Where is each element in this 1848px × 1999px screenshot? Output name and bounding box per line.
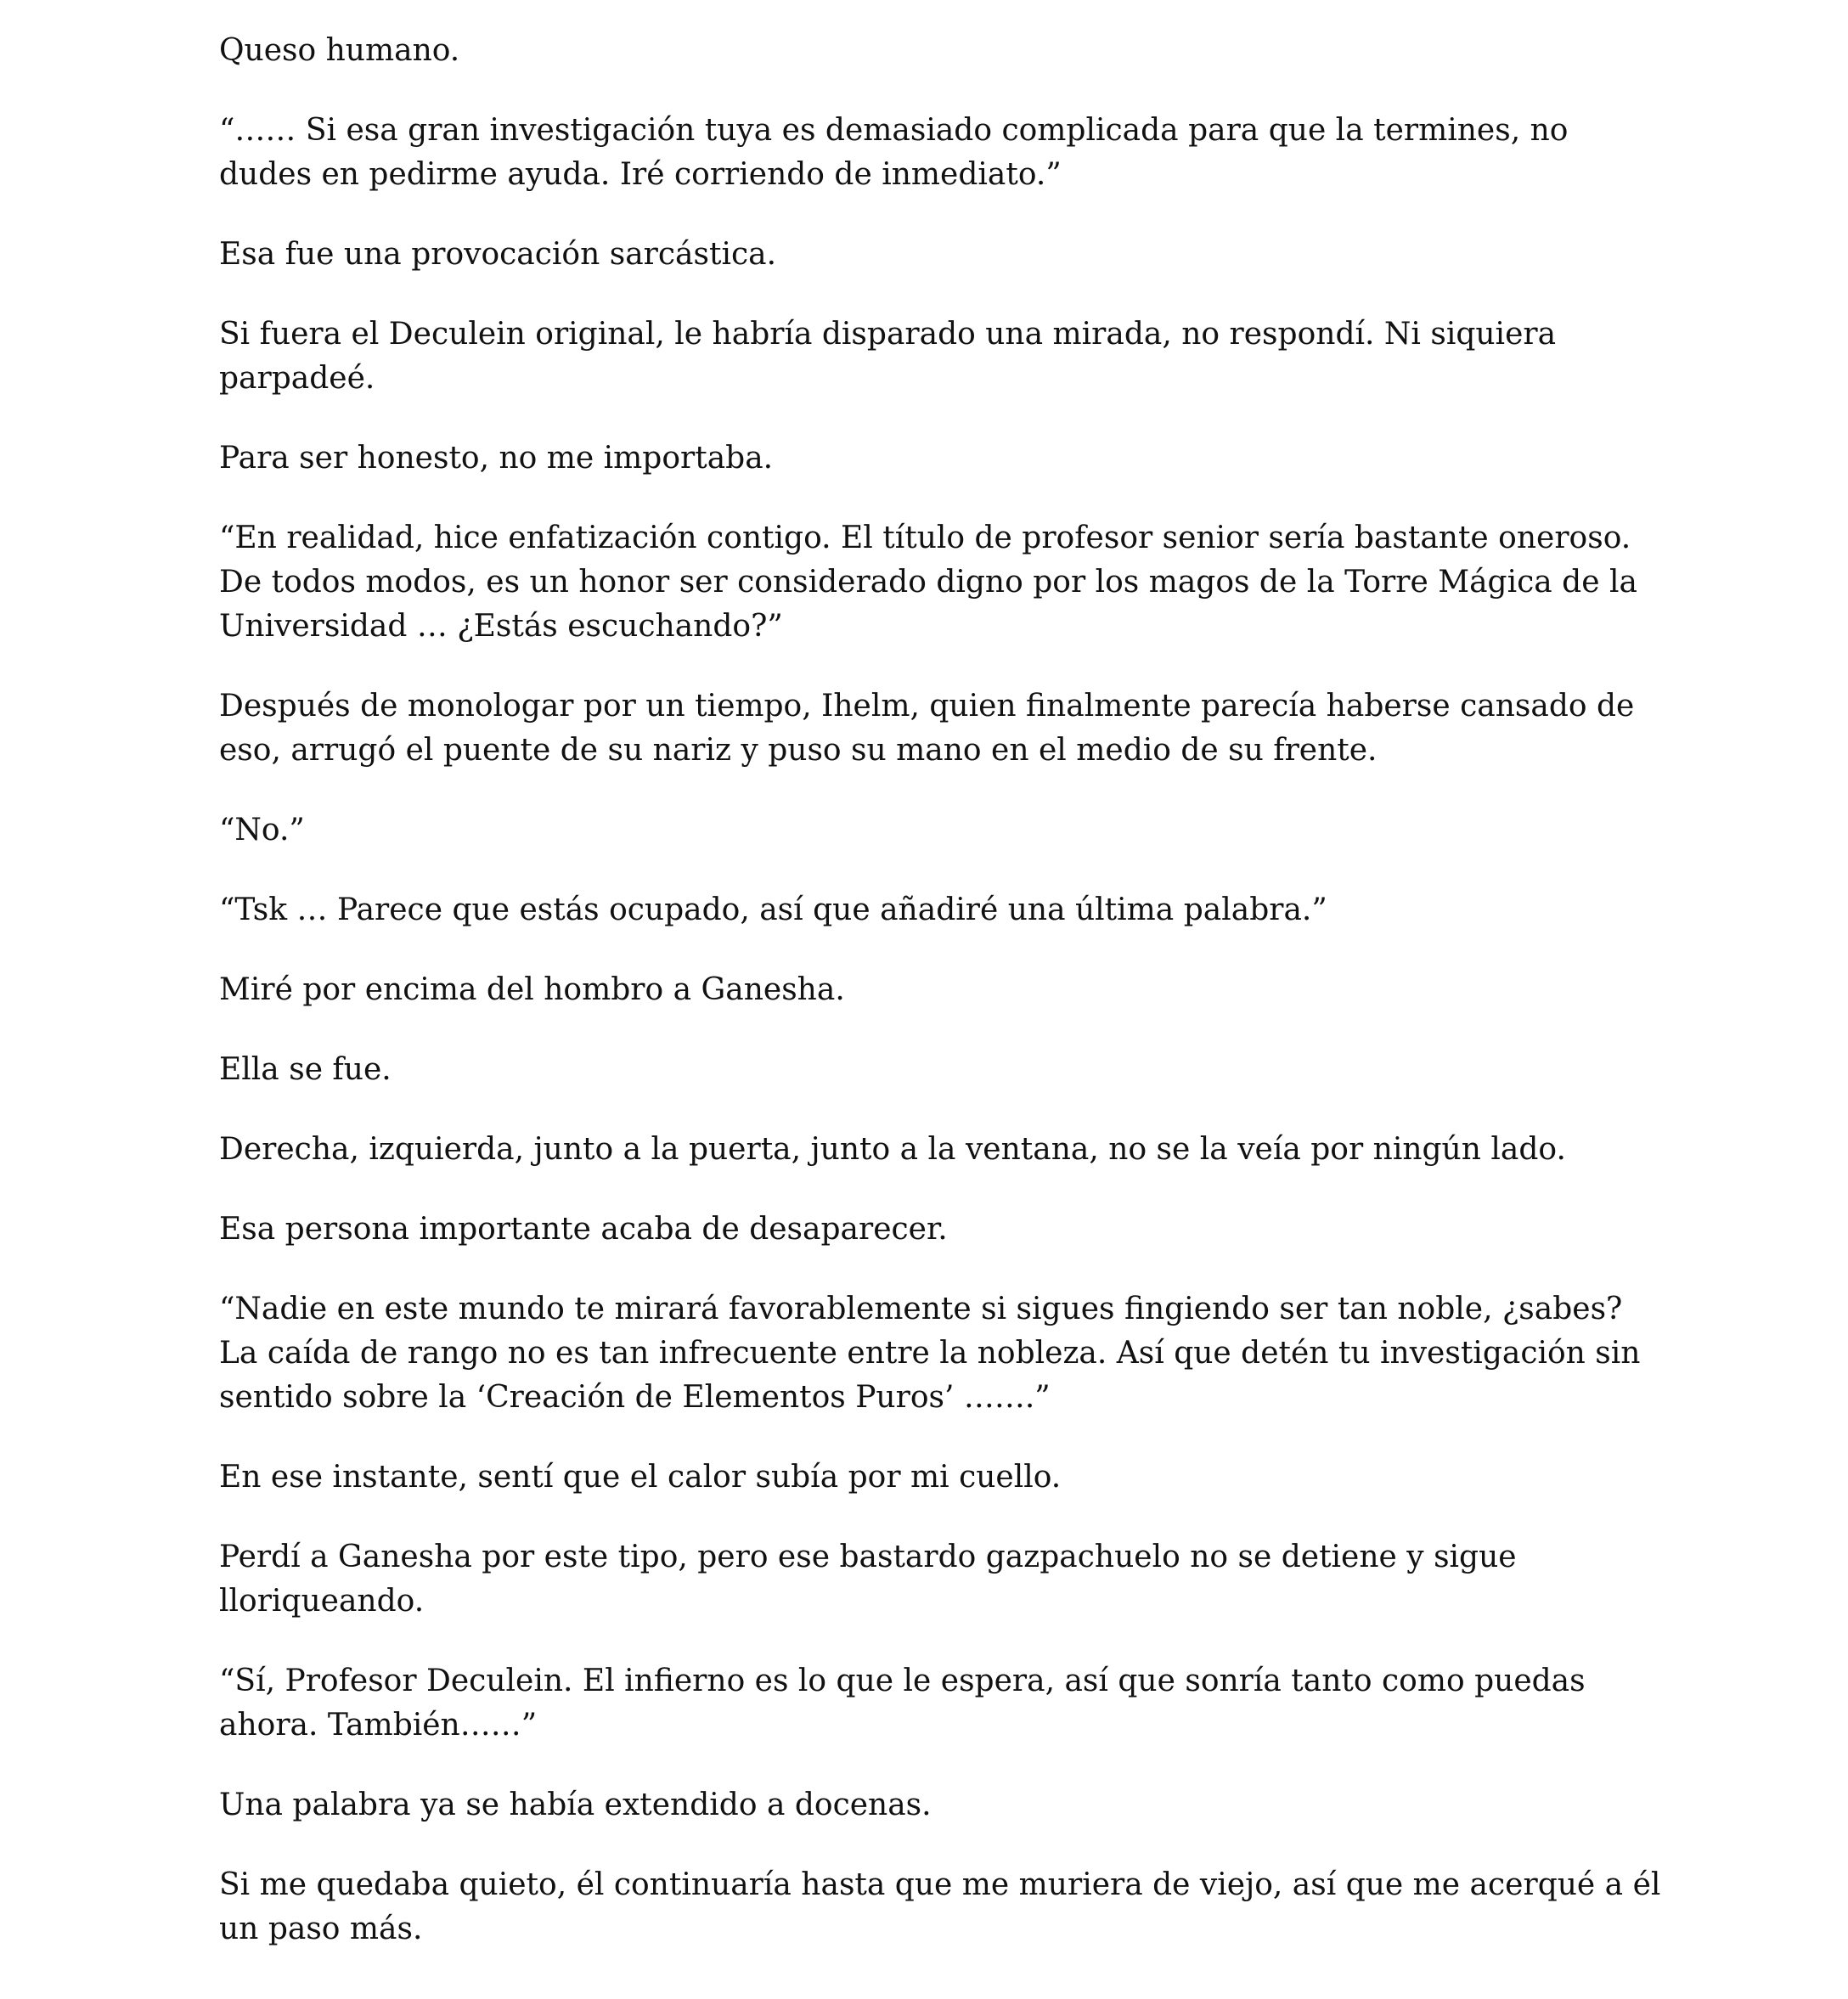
text-line: “…… Si esa gran investigación tuya es demasiado complicada para que la termines, no xyxy=(219,113,1569,148)
paragraph xyxy=(219,968,1654,1012)
text-line: ahora. También……” xyxy=(219,1708,538,1743)
text-line: Para ser honesto, no me importaba. xyxy=(219,441,774,476)
text-line: Miré por encima del hombro a Ganesha. xyxy=(219,972,845,1007)
text-line: Esa fue una provocación sarcástica. xyxy=(219,237,777,272)
text-line: “Tsk … Parece que estás ocupado, así que añadiré una última palabra.” xyxy=(219,893,1327,927)
paragraph xyxy=(219,684,1654,773)
paragraph xyxy=(219,1456,1654,1500)
paragraph xyxy=(219,1659,1654,1748)
text-line: eso, arrugó el puente de su nariz y puso su mano en el medio de su frente. xyxy=(219,733,1378,768)
text-line: Si me quedaba quieto, él continuaría hasta que me muriera de viejo, así que me acerqué a él xyxy=(219,1867,1661,1902)
paragraph xyxy=(219,313,1654,401)
text-line: Ella se fue. xyxy=(219,1052,392,1087)
text-line: sentido sobre la ‘Creación de Elementos Puros’ …….” xyxy=(219,1380,1051,1415)
text-line: Universidad … ¿Estás escuchando?” xyxy=(219,609,783,644)
text-line: parpadeé. xyxy=(219,361,375,396)
paragraph xyxy=(219,1128,1654,1172)
paragraph xyxy=(219,1863,1661,1951)
text-line: La caída de rango no es tan infrecuente entre la nobleza. Así que detén tu investigación sin xyxy=(219,1336,1641,1371)
text-line: un paso más. xyxy=(219,1912,423,1946)
text-line: De todos modos, es un honor ser considerado digno por los magos de la Torre Mágica de la xyxy=(219,565,1637,600)
text-line: Derecha, izquierda, junto a la puerta, junto a la ventana, no se la veía por ningún lado. xyxy=(219,1132,1566,1167)
paragraph xyxy=(219,516,1654,649)
paragraph xyxy=(219,1535,1654,1624)
paragraph xyxy=(219,888,1654,932)
paragraph xyxy=(219,1287,1654,1420)
paragraph xyxy=(219,436,1654,481)
paragraph xyxy=(219,109,1654,197)
text-line: Una palabra ya se había extendido a docenas. xyxy=(219,1788,932,1822)
paragraph xyxy=(219,1048,1654,1092)
text-line: “En realidad, hice enfatización contigo. El título de profesor senior sería bastante oneroso. xyxy=(219,521,1631,555)
text-line: Si fuera el Deculein original, le habría disparado una mirada, no respondí. Ni siquiera xyxy=(219,317,1557,352)
document-page xyxy=(219,29,1661,1987)
text-line: Queso humano. xyxy=(219,33,460,68)
text-line: Después de monologar por un tiempo, Ihelm, quien finalmente parecía haberse cansado de xyxy=(219,689,1635,724)
text-line: Perdí a Ganesha por este tipo, pero ese bastardo gazpachuelo no se detiene y sigue xyxy=(219,1540,1517,1574)
paragraph xyxy=(219,233,1654,277)
paragraph xyxy=(219,1208,1654,1252)
text-line: dudes en pedirme ayuda. Iré corriendo de inmediato.” xyxy=(219,157,1062,192)
paragraph xyxy=(219,29,1654,73)
text-line: Esa persona importante acaba de desaparecer. xyxy=(219,1212,948,1247)
text-line: “Nadie en este mundo te mirará favorablemente si sigues fingiendo ser tan noble, ¿sabes? xyxy=(219,1292,1623,1326)
paragraph xyxy=(219,808,1654,853)
text-line: lloriqueando. xyxy=(219,1584,425,1619)
text-line: “No.” xyxy=(219,813,305,847)
text-line: En ese instante, sentí que el calor subía por mi cuello. xyxy=(219,1460,1062,1495)
text-line: “Sí, Profesor Deculein. El infierno es lo que le espera, así que sonría tanto como puedas xyxy=(219,1664,1586,1698)
paragraph xyxy=(219,1783,1654,1827)
